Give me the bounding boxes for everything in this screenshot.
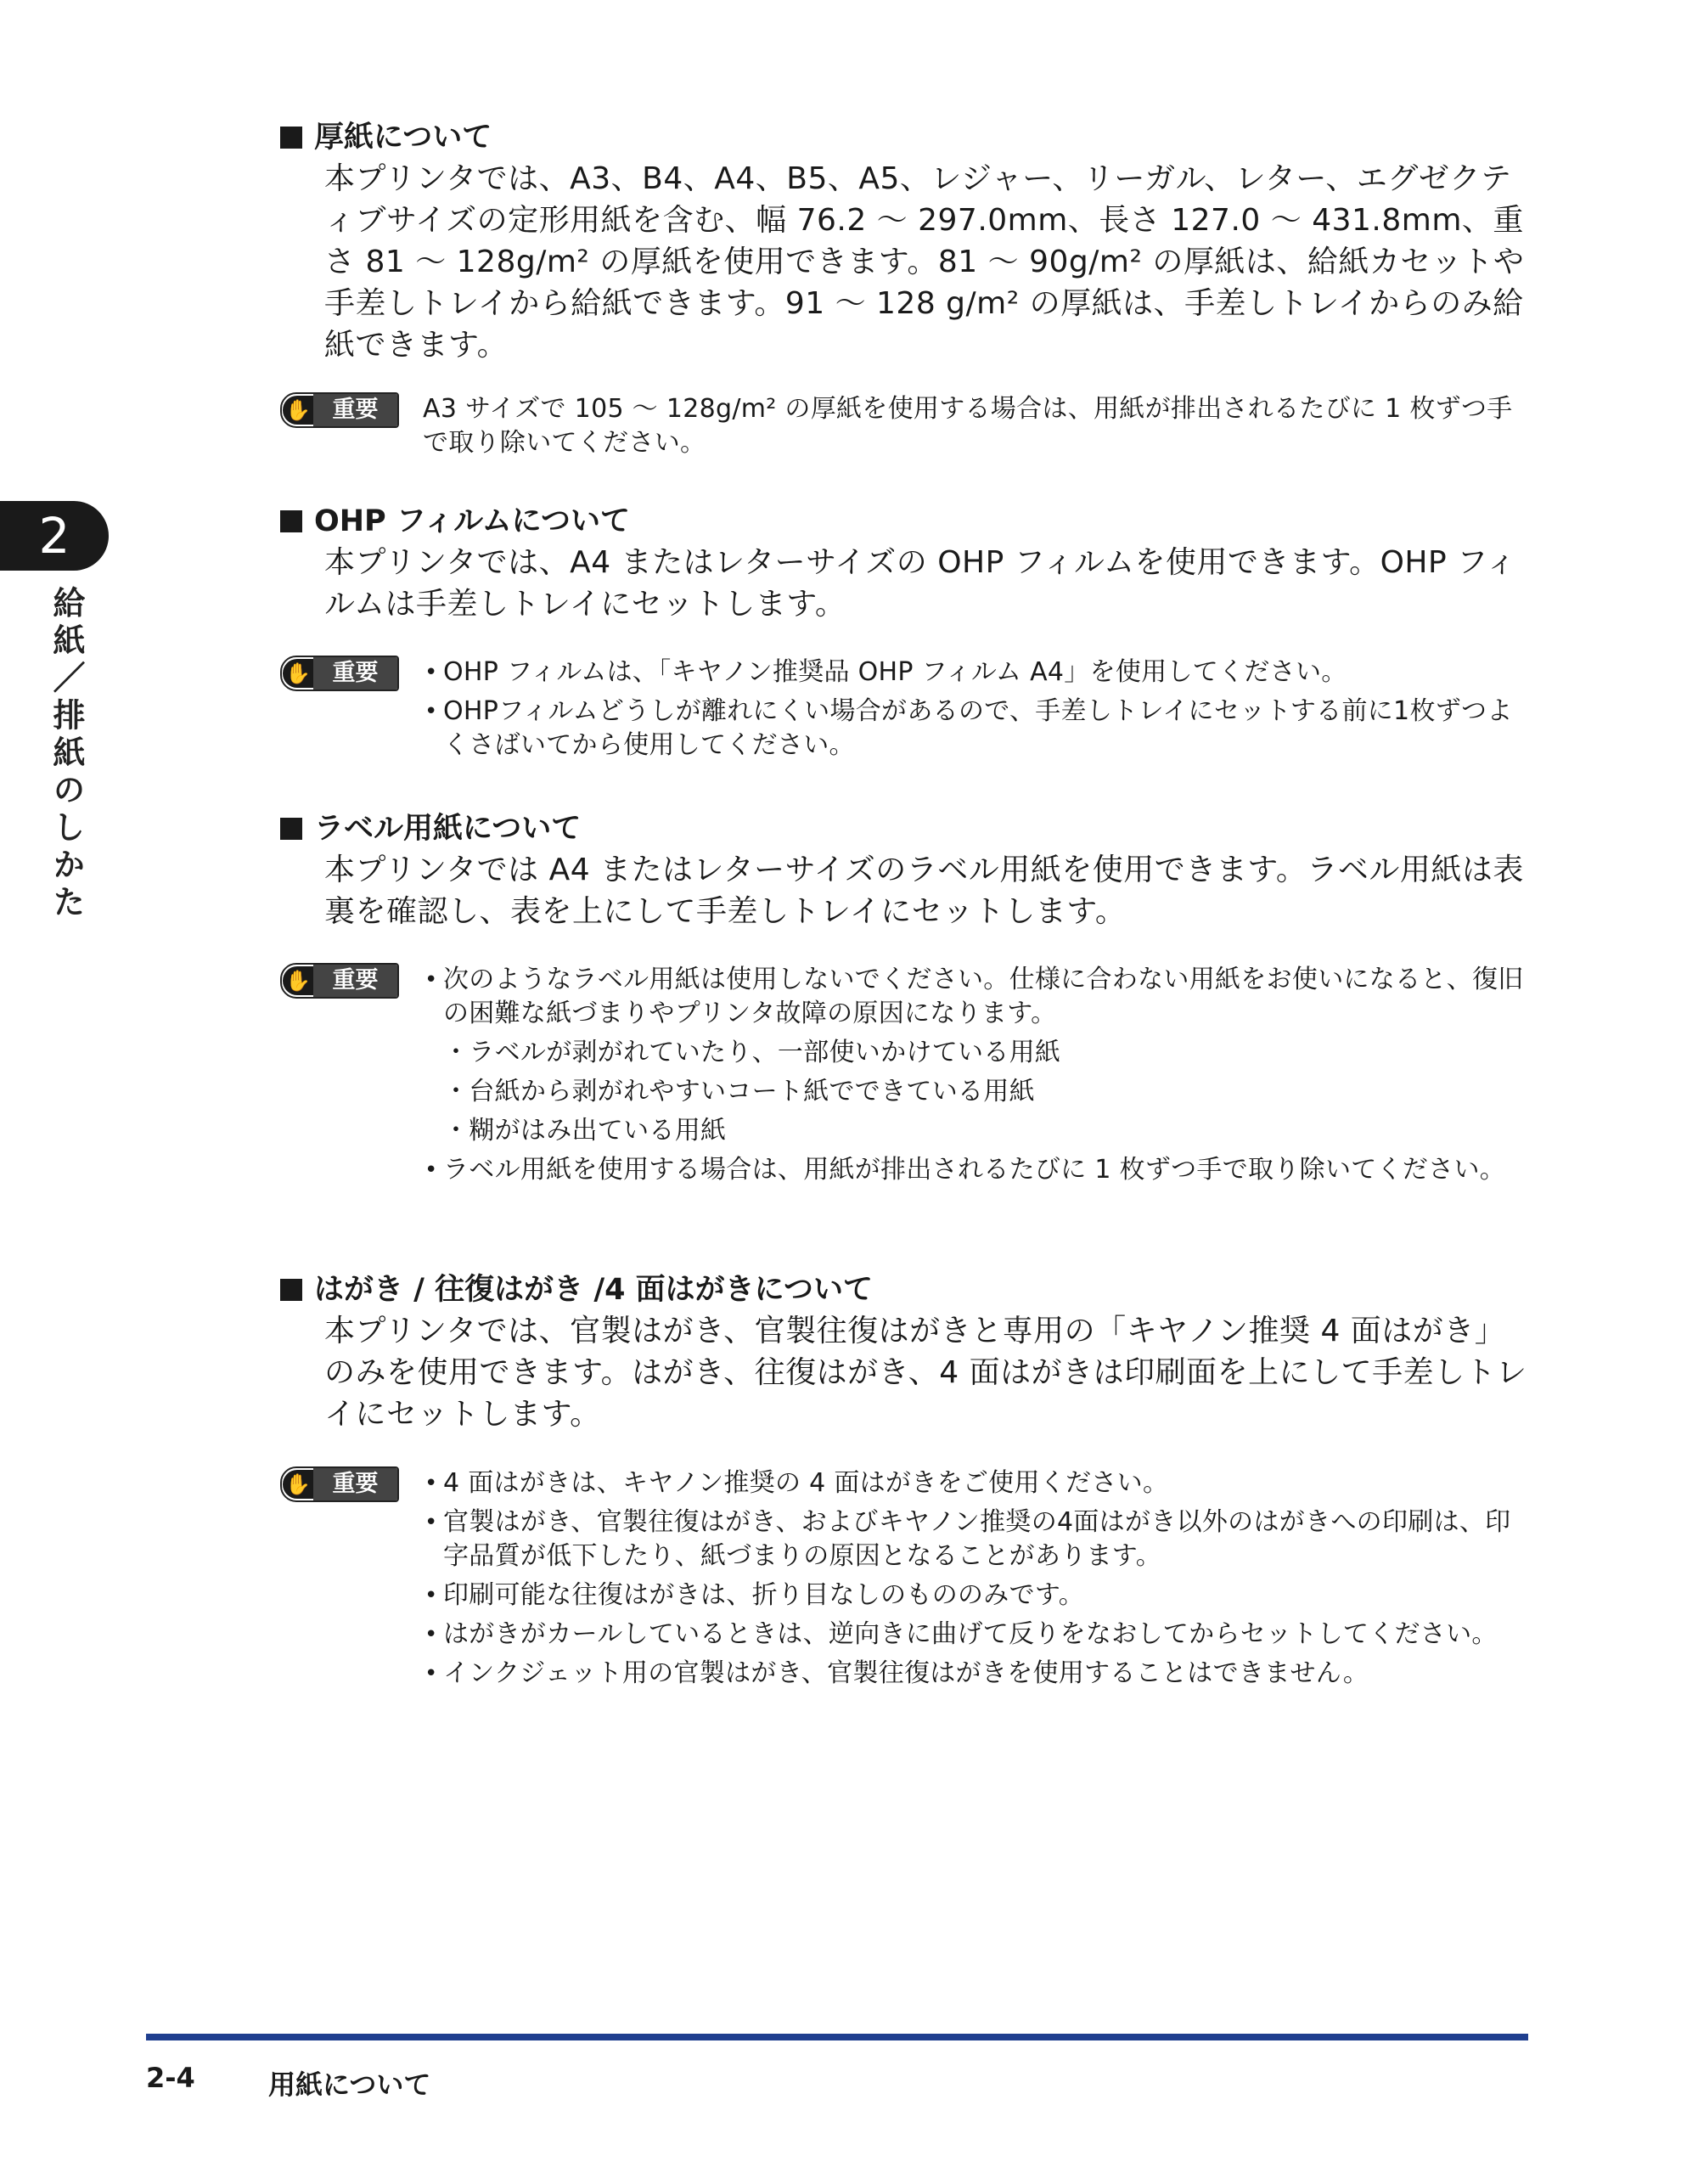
important-note [280, 392, 1528, 465]
footer-rule [146, 2034, 1528, 2040]
section-body: 本プリンタでは A4 またはレターサイズのラベル用紙を使用できます。ラベル用紙は表裏を確認し、表を上にして手差しトレイにセットします。 [324, 853, 1524, 929]
bullet-icon: • [424, 1471, 438, 1496]
hand-stop-icon: ✋ [283, 396, 313, 425]
important-note [280, 656, 1528, 768]
note-subitem: ・糊がはみ出ている用紙 [443, 1116, 727, 1145]
square-bullet-icon [280, 818, 302, 840]
bullet-icon: • [424, 1583, 438, 1608]
important-badge: ✋ 重要 [280, 656, 399, 691]
note-item: • 次のようなラベル用紙は使用しないでください。仕様に合わない用紙をお使いになると、復旧の困難な紙づまりやプリンタ故障の原因になります。 [424, 965, 1524, 1028]
bullet-icon: • [424, 1661, 438, 1686]
section-heading: OHP フィルムについて [280, 501, 1528, 542]
hand-stop-icon: ✋ [283, 1470, 313, 1499]
note-subitem: ・台紙から剥がれやすいコート紙でできている用紙 [443, 1077, 1035, 1106]
section-body: 本プリンタでは、A4 またはレターサイズの OHP フィルムを使用できます。OHP フィルムは手差しトレイにセットします。 [324, 545, 1517, 622]
note-item: • OHPフィルムどうしが離れにくい場合があるので、手差しトレイにセットする前に1枚ずつよくさばいてから使用してください。 [424, 696, 1513, 760]
section-postcards [280, 1269, 1528, 1435]
page-number: 2-4 [146, 2062, 195, 2094]
section-heading: 厚紙について [280, 117, 1528, 158]
chapter-number-tab: 2 [0, 501, 109, 571]
bullet-icon: • [424, 660, 438, 685]
note-item: A3 サイズで 105 ～ 128g/m² の厚紙を使用する場合は、用紙が排出されるたびに 1 枚ずつ手で取り除いてください。 [423, 394, 1513, 458]
footer-title: 用紙について [268, 2069, 431, 2101]
section-heading: ラベル用紙について [280, 808, 1528, 849]
section-body: 本プリンタでは、官製はがき、官製往復はがきと専用の「キヤノン推奨 4 面はがき」のみを使用できます。はがき、往復はがき、4 面はがきは印刷面を上にして手差しトレイにセットします。 [324, 1314, 1527, 1432]
note-item: • 官製はがき、官製往復はがき、およびキヤノン推奨の4面はがき以外のはがきへの印刷は、印字品質が低下したり、紙づまりの原因となることがあります。 [424, 1507, 1511, 1571]
important-note [280, 1466, 1528, 1696]
section-thick-paper [280, 117, 1528, 366]
section-heading: はがき / 往復はがき /4 面はがきについて [280, 1269, 1528, 1310]
important-note [280, 963, 1528, 1192]
note-item: • ラベル用紙を使用する場合は、用紙が排出されるたびに 1 枚ずつ手で取り除いてください。 [423, 1153, 1528, 1187]
note-item: • OHP フィルムは、「キヤノン推奨品 OHP フィルム A4」を使用してください。 [423, 656, 1528, 690]
square-bullet-icon [280, 127, 302, 149]
note-item: • インクジェット用の官製はがき、官製往復はがきを使用することはできません。 [423, 1657, 1528, 1691]
section-ohp-film [280, 501, 1528, 625]
bullet-icon: • [424, 1157, 438, 1183]
bullet-icon: • [424, 699, 438, 724]
important-badge: ✋ 重要 [280, 963, 399, 999]
note-item: • はがきがカールしているときは、逆向きに曲げて反りをなおしてからセットしてください。 [423, 1618, 1528, 1652]
important-badge: ✋ 重要 [280, 392, 399, 428]
hand-stop-icon: ✋ [283, 659, 313, 688]
square-bullet-icon [280, 510, 302, 532]
section-body: 本プリンタでは、A3、B4、A4、B5、A5、レジャー、リーガル、レター、エグゼクティブサイズの定形用紙を含む、幅 76.2 ～ 297.0mm、長さ 127.0 ～ 431.8mm、重さ 81 ～ 128g/m² の厚紙を使用できます。81 ～ 90g/m² の厚紙は、給紙カセットや手差しトレイから給紙できます。91 ～ 128 g/m² の厚紙は、手差しトレイからのみ給紙できます。 [324, 161, 1525, 363]
note-subitem: ・ラベルが剥がれていたり、一部使いかけている用紙 [443, 1038, 1061, 1067]
square-bullet-icon [280, 1279, 302, 1301]
note-item: • 印刷可能な往復はがきは、折り目なしのもののみです。 [423, 1579, 1528, 1613]
bullet-icon: • [424, 1510, 438, 1535]
bullet-icon: • [424, 967, 438, 993]
section-label-paper [280, 808, 1528, 932]
hand-stop-icon: ✋ [283, 966, 313, 995]
chapter-title-vertical: 給紙／排紙のしかた [48, 586, 85, 922]
important-badge: ✋ 重要 [280, 1466, 399, 1502]
bullet-icon: • [424, 1622, 438, 1647]
note-item: • 4 面はがきは、キヤノン推奨の 4 面はがきをご使用ください。 [423, 1466, 1528, 1500]
